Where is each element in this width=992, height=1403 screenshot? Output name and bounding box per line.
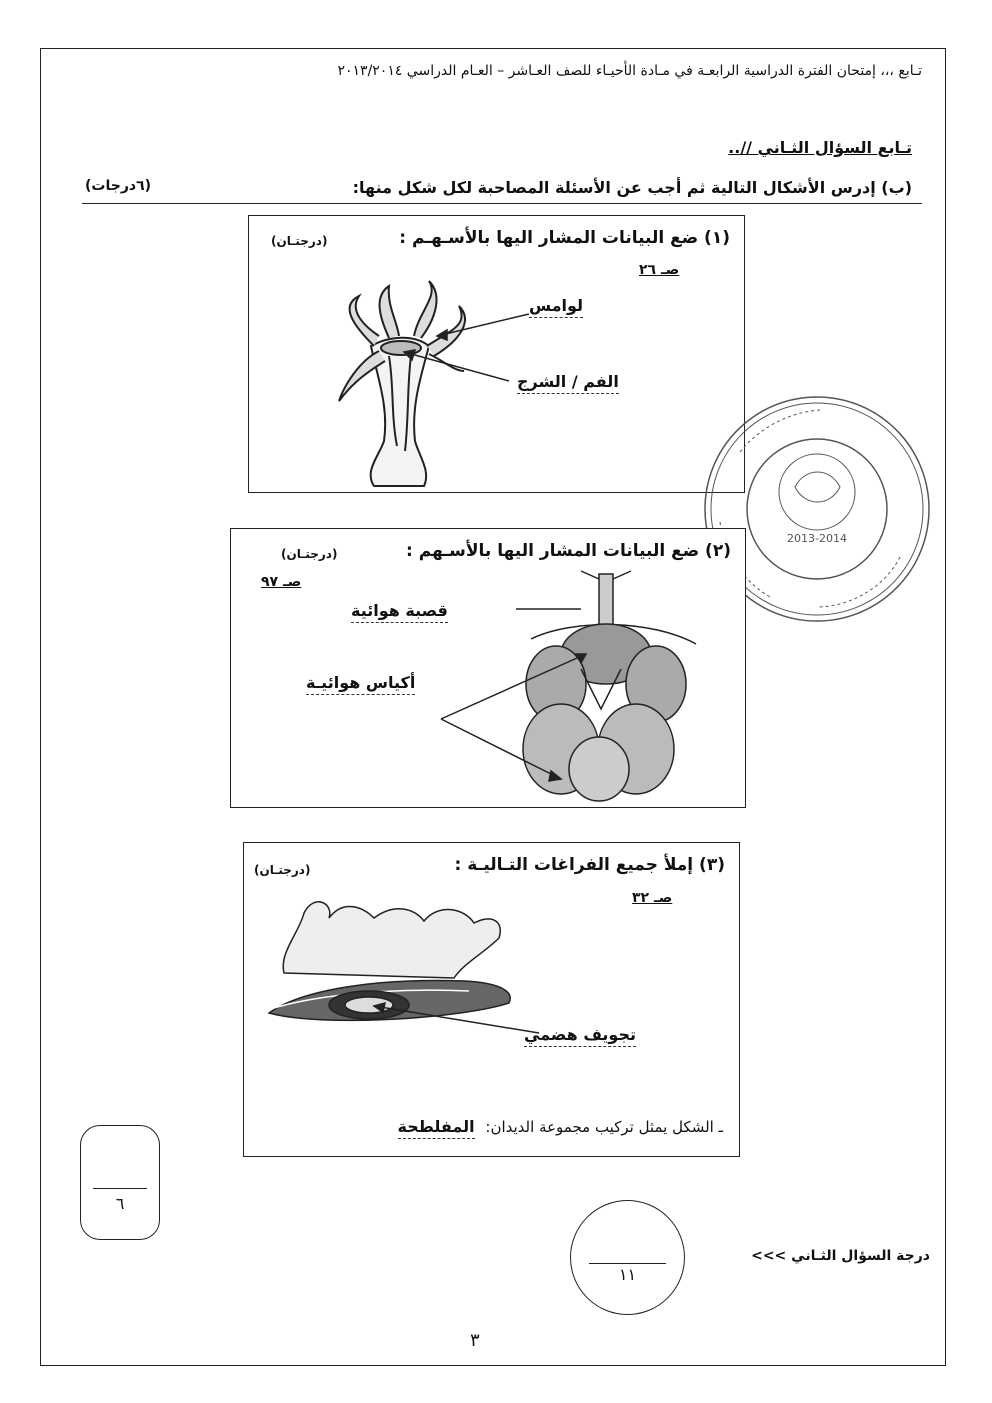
question-total-value: ١١ xyxy=(618,1265,637,1284)
exam-header: تـابع ،،، إمتحان الفترة الدراسية الرابعـة في مـادة الأحيـاء للصف العـاشر – العـام الدراسي ٢٠١٣/٢٠١٤ xyxy=(337,63,922,79)
label-digestive-cavity: تجويف هضمي xyxy=(524,1025,636,1047)
stamp-year: 2013-2014 xyxy=(787,532,847,545)
label-mouth-anus: الفم / الشرج xyxy=(517,372,619,394)
question-total-circle xyxy=(570,1200,685,1315)
figure-3-statement xyxy=(398,1117,723,1136)
score-box xyxy=(80,1125,160,1240)
air-sacs-drawing xyxy=(431,569,731,804)
figure-2-box xyxy=(230,528,746,808)
figure-3-answer: المفلطحة xyxy=(398,1117,475,1139)
label-air-sacs: أكياس هوائيـة xyxy=(306,673,415,695)
figure-1-prompt: (١) ضع البيانات المشار اليها بالأسـهـم : xyxy=(399,228,730,248)
header-rule xyxy=(82,203,922,204)
figure-2-page-ref: صـ ٩٧ xyxy=(261,574,302,590)
question-instruction: (ب) إدرس الأشكال التالية ثم أجب عن الأسئلة المصاحبة لكل شكل منها: xyxy=(352,178,912,197)
figure-1-marks: (درجتـان) xyxy=(271,234,328,248)
figure-3-box xyxy=(243,842,740,1157)
page-number: ٣ xyxy=(470,1330,480,1351)
question-marks: (٦درجات) xyxy=(85,178,152,194)
figure-1-page-ref: صـ ٢٦ xyxy=(639,262,680,278)
label-trachea: قصبة هوائية xyxy=(351,601,448,623)
label-tentacles: لوامس xyxy=(529,296,583,318)
figure-2-marks: (درجتـان) xyxy=(281,547,338,561)
score-value: ٦ xyxy=(115,1194,125,1213)
score-divider xyxy=(93,1188,147,1189)
figure-3-marks: (درجتـان) xyxy=(254,863,311,877)
question-continuation: تـابع السؤال الثـاني //.. xyxy=(728,138,912,157)
figure-3-page-ref: صـ ٣٢ xyxy=(632,890,673,906)
total-divider xyxy=(589,1263,666,1264)
figure-3-statement-text: ـ الشكل يمثل تركيب مجموعة الديدان: xyxy=(485,1118,723,1136)
question-total-label: درجة السؤال الثـاني >>> xyxy=(751,1248,930,1264)
figure-1-box xyxy=(248,215,745,493)
figure-3-prompt: (٣) إملأ جميع الفراغات التـاليـة : xyxy=(454,855,725,875)
figure-2-prompt: (٢) ضع البيانات المشار اليها بالأسـهم : xyxy=(406,541,731,561)
